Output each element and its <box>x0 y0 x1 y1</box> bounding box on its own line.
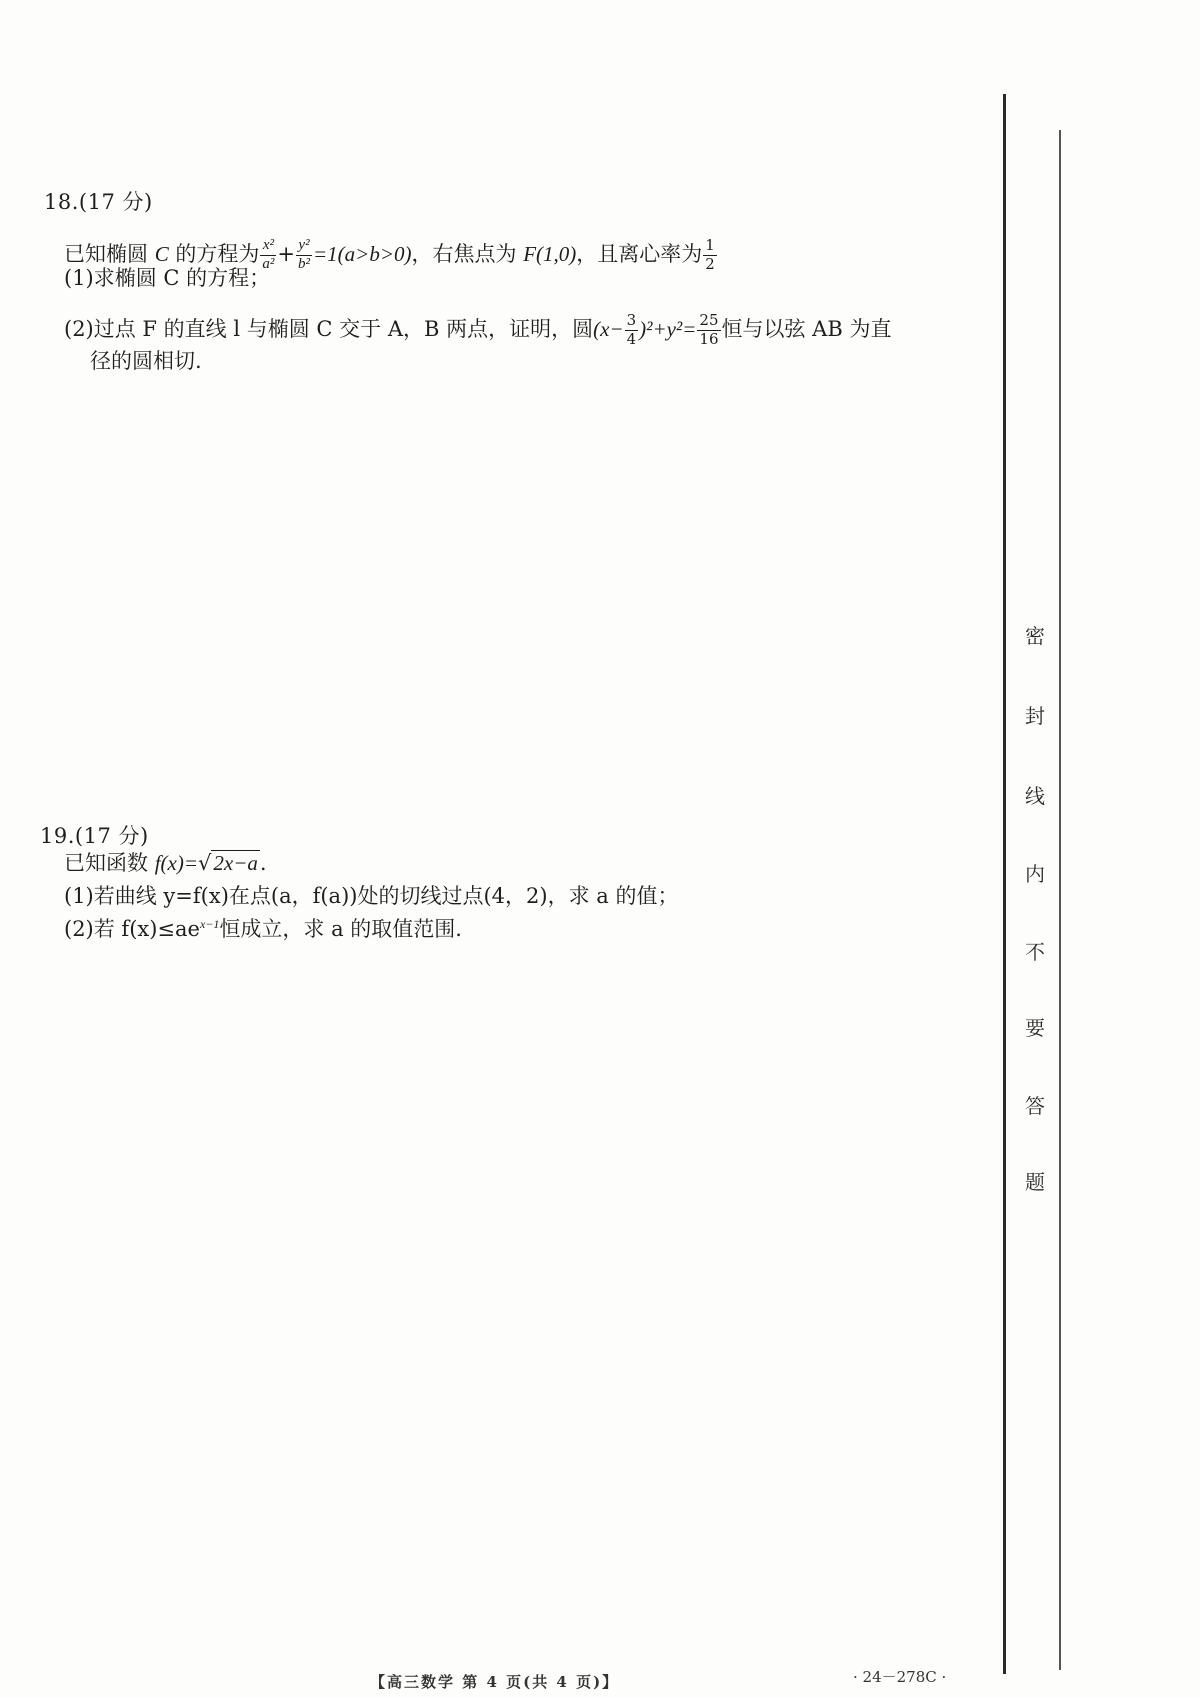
footer-page-label: 【高三数学 第 4 页(共 4 页)】 <box>370 1673 620 1691</box>
fraction: $\frac{1}{2}$ <box>705 236 715 273</box>
seal-char: 线 <box>1025 784 1045 808</box>
seal-char: 答 <box>1025 1094 1045 1118</box>
seal-char: 要 <box>1025 1016 1045 1040</box>
question-number: 18. <box>44 190 79 214</box>
outer-border-line <box>1003 94 1006 1674</box>
question-part-2: (2)若 $f(x)\le ae^{x-1}$恒成立，求 a 的取值范围. <box>64 917 462 941</box>
fraction: $\frac{\text{y²}}{\text{b²}}$ <box>298 237 310 272</box>
question-stem: 已知椭圆 C 的方程为 $\frac{\text{x²}}{\text{a²}}$ + $\frac{\text{y²}}{\text{b²}}$ =1(a>b>0)，右焦点为 F(1,0)，且离心率为 $\frac{1}{2}$ <box>64 236 715 273</box>
question-stem: 已知函数 f(x)=√2x−a. <box>64 851 267 875</box>
question-number: 19. <box>40 824 75 848</box>
fraction: $\frac{\text{x²}}{\text{a²}}$ <box>262 237 275 272</box>
question-part-2: (2)过点 F 的直线 l 与椭圆 C 交于 A，B 两点，证明，圆(x− $\frac{3}{4}$ )²+y²= $\frac{25}{16}$ 恒与以弦 AB 为直 <box>64 311 892 348</box>
seal-char: 封 <box>1025 704 1045 728</box>
sqrt-sign: √ <box>198 851 212 875</box>
seal-char: 不 <box>1025 940 1045 964</box>
seal-char: 题 <box>1025 1170 1045 1194</box>
question-part-1: (1)求椭圆 C 的方程； <box>64 266 271 290</box>
question-points: (17 分) <box>74 824 149 848</box>
fraction: $\frac{3}{4}$ <box>626 311 637 348</box>
question-part-1: (1)若曲线 y=f(x)在点(a，f(a))处的切线过点(4，2)，求 a 的值； <box>64 884 679 908</box>
fraction: $\frac{25}{16}$ <box>699 311 719 348</box>
seal-char: 密 <box>1025 624 1045 648</box>
question-points: (17 分) <box>78 190 153 214</box>
seal-line <box>1059 130 1061 1670</box>
seal-char: 内 <box>1025 862 1045 886</box>
footer-code: · 24－278C · <box>853 1668 947 1686</box>
question-part-2-continued: 径的圆相切. <box>90 349 202 373</box>
